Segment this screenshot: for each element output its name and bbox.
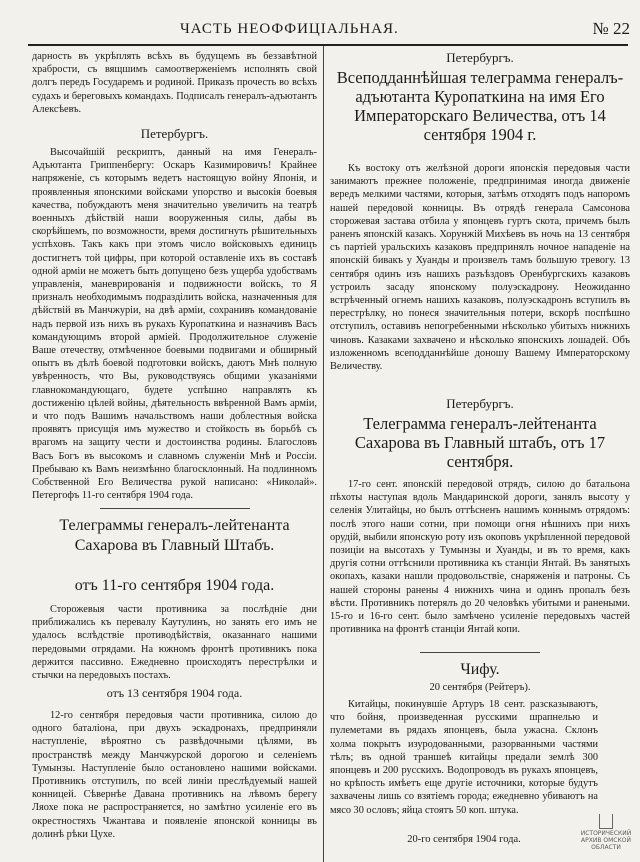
right-divider [420, 652, 540, 653]
left-heading-telegrams: Телеграммы генералъ-лейтенанта Сахарова въ Главный Штабъ. [59, 517, 290, 554]
right-date-chifu: 20 сентября (Рейтеръ). [429, 682, 531, 693]
telegram-11-text: Сторожевыя части противника за послѣдніе дни приближались къ перевалу Каутулинъ, но занять его имъ не удалось вслѣдствіе противодѣйствія, оказаннаго нашими передовыми отрядами. На южномъ фронтѣ противникъ пока держится пассивно. Ежедневно происходятъ перестрѣлки и стычки на передовыхъ постахъ. [32, 604, 317, 682]
left-heading-petersburg: Петербургъ. [140, 126, 209, 141]
header-rule [28, 44, 628, 46]
rescript-text: Высочайшій рескриптъ, данный на имя Генералъ-Адъютанта Гриппенбергу: Оскаръ Казимировичъ! Крайнее напряженіе, съ которымъ ведетъ настоящую войну Японія, и проявленныя японскими войсками упорство и высокія боевыя качества, побуждаютъ меня значительно увеличить на театрѣ военныхъ дѣйствій наши вооруженныя силы, дабы въ скорѣйшемъ, по возможности, время достигнуть рѣшительныхъ успѣховъ. Такъ какъ при этомъ число войсковыхъ единицъ достигнетъ той цифры, при которой оставленіе ихъ въ составѣ одной арміи не можетъ быть допущено безъ ущерба удобствамъ управленія, маневрированія и подвижности войскъ, то Я призналъ необходимымъ подразділить войска, назначенныя для дѣйствій въ Манчжуріи, на двѣ арміи, сохранивъ командованіе надъ первой изъ нихъ въ рукахъ Куропаткина и назначивъ Васъ командующимъ второй арміей. Продолжительное служеніе Ваше отечеству, отмѣченное боевыми подвигами и обширный опытъ въ дѣлѣ боевой подготовки войскъ, даютъ Мнѣ полную увѣренность, что Вы, руководствуясь общими указаніями главнокомандующаго, будете успѣшно направлять къ достиженію цѣлей войны, дѣятельность ввѣренной Вамъ арміи, и что подъ Вашимъ начальствомъ наши доблестныя войска проявятъ присущія имъ мужество и стойкость въ борьбѣ съ врагомъ на защиту чести и достоинства родины. Благословъ Васъ Богъ въ высокомъ и славномъ служеніи Мнѣ и Россіи. Пребываю къ Вамъ неизмѣнно благосклонный. На подлинномъ Собственной Его Величества рукой написано: «Николай». Петергофъ 11-го сентября 1904 года. [32, 147, 317, 502]
right-heading-petersburg-1: Петербургъ. [446, 50, 514, 65]
chifu-text: Китайцы, покинувшіе Артуръ 18 сент. разсказываютъ, что бойня, произведенная русскими шрапнелью и пулеметами въ рядахъ японцевъ, была ужасна. Склонъ холма покрытъ изуродованными, разорванными частями тѣлъ; въ одной траншеѣ китайцы предали землѣ 300 японцевъ и 200 русскихъ. Водопроводъ въ рукахъ японцевъ, но крѣпость имѣетъ еще другіе источники, которые будутъ захвачены лишь со взятіемъ города; ежедневно убиваютъ на мясо 30 ословъ; яйца стоятъ 50 коп. штука. [330, 699, 598, 816]
archive-emblem-icon [599, 814, 613, 829]
issue-number: № 22 [592, 19, 630, 38]
right-heading-kuropatkin: Всеподданнѣйшая телеграмма генералъ-адъютанта Куропаткина на имя Его Императорскаго Величества, отъ 14 сентября 1904 г. [336, 68, 624, 144]
left-divider-1 [100, 508, 250, 509]
section-title: ЧАСТЬ НЕОФФИЦІАЛЬНАЯ. [180, 20, 399, 37]
right-heading-chifu: Чифу. [460, 661, 500, 678]
left-date-11: отъ 11-го сентября 1904 года. [74, 577, 275, 594]
archive-logo-text: ИСТОРИЧЕСКИЙ АРХИВ ОМСКОЙ ОБЛАСТИ [580, 830, 632, 851]
left-intro: дарность въ укрѣплять всѣхъ въ будущемъ въ беззавѣтной храбрости, съ вящшимъ самоотверженіемъ исполнять свой долгъ передъ Государемъ и родиной. Приказъ прочесть во всѣхъ судахъ и береговыхъ командахъ. Подписалъ генералъ-адъютантъ Алексѣевъ. [32, 51, 317, 115]
archive-logo [578, 814, 634, 854]
right-heading-petersburg-2: Петербургъ. [446, 396, 514, 411]
kuropatkin-telegram-text: Къ востоку отъ желѣзной дороги японскія передовыя части занимаютъ прежнее положеніе, предпринимая иногда движеніе вередъ мелкими частями, которыя, затѣмъ отходятъ подъ напоромъ нашей передовой конницы. Въ отрядѣ генерала Самсонова сторожевая застава отбила у японцевъ гуртъ скота, причемъ былъ раненъ японскій казакъ. Хорунжій Михѣевъ въ ночь на 13 сентября съ партіей уральскихъ казаковъ предпринялъ ночное нападеніе на японскій бивакъ у Хуанды и произвелъ тамъ большую тревогу. 13 сентября одинъ изъ нашихъ разъѣздовъ Оренбургскихъ казаковъ устроилъ засаду японскому полуэскадрону. Неожиданно встрѣченный огнемъ нашихъ казаковъ, полуэскадронъ вступилъ въ перестрѣлку, но понеся значительныя потери, вскорѣ поспѣшно отступилъ, оставивъ непогребенными нѣсколько убитыхъ нижнихъ чиновъ. Казаками захвачено и нѣсколько японскихъ лошадей. Объ изложенномъ всеподданнѣйше доношу Вашему Императорскому Величеству. [330, 163, 630, 373]
right-heading-sakharov: Телеграмма генералъ-лейтенанта Сахарова въ Главный штабъ, отъ 17 сентября. [354, 414, 606, 471]
page-header [30, 18, 630, 40]
left-date-13: отъ 13 сентября 1904 года. [106, 686, 243, 700]
telegram-13-text: 12-го сентября передовыя части противника, силою до одного баталіона, при двухъ эскадронахъ, предприняли наступленіе, вѣроятно съ развѣдочными цѣлями, въ пространствѣ между Манчжурской дорогою и селеніемъ Тумынзы. Наступленіе было остановлено нашими войсками. Противникъ отступилъ, по всей линіи преслѣдуемый нашей конницей. Сѣвернѣе Давана противникъ на лѣвомъ берегу Ляохе пока не распространяется, но замѣтно усиленіе его въ окрестностяхъ Чжантава и появленіе японской конницы въ долинѣ рѣки Цухе. [32, 710, 317, 840]
sakharov-telegram-text: 17-го сент. японскій передовой отрядъ, силою до батальона пѣхоты наступая вдоль Мандаринской дороги, занялъ высоту у селенія Улитайцы, но былъ оттѣсненъ нашимъ коннымъ отрядомъ: послѣ этого наши сотни, при помощи огня нѣшнихъ при нихъ орудій, выбили японскую роту изъ окоповъ укрѣпленной передовой позиціи на высотахъ у Тумынзы и Хуанды, и въ то время, какъ другія сотни оттѣснили противника къ станціи Янтай. Въ занятыхъ окопахъ, казаки нашли продовольствіе, снаряженія и патроны. Съ нашей стороны ранены 4 нижнихъ чина и одинъ пропалъ безъ вѣсти. Противникъ потерялъ до 20 человѣкъ убитыми и ранеными. 15-го и 16-го сент. было замѣчено усиленіе передовыхъ частей противника на фронтѣ станціи Янтай копи. [330, 479, 630, 636]
column-divider [323, 46, 324, 862]
right-tail-date: 20-го сентября 1904 года. [407, 834, 521, 845]
